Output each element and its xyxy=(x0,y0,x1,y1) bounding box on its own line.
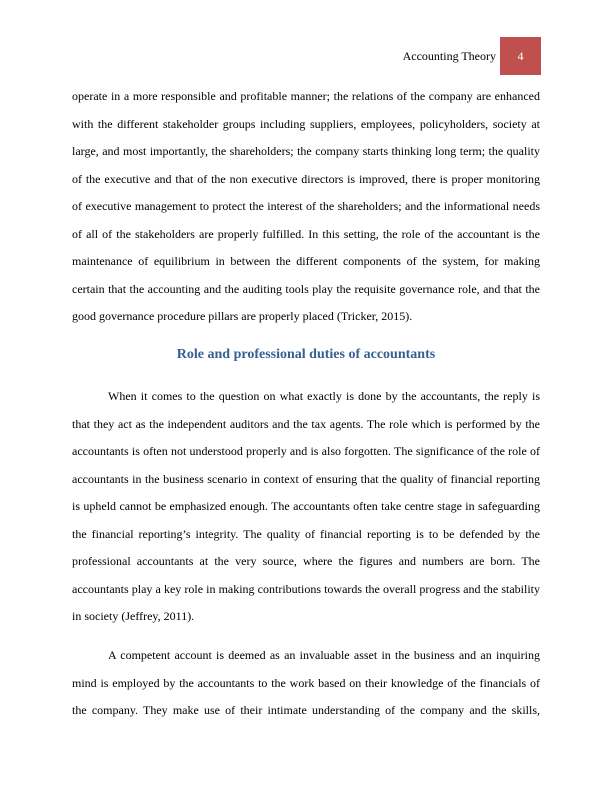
paragraph-2 xyxy=(72,383,540,631)
text-line: operate in a more responsible and profitable manner; the relations of the company are enhanced xyxy=(72,89,540,103)
text-line: accountants in the business scenario in context of ensuring that the quality of financial reporting xyxy=(72,471,540,486)
text-line: of the executive and that of the non executive directors is improved, there is proper monitoring xyxy=(72,171,540,186)
text-line: good governance procedure pillars are properly placed (Tricker, 2015). xyxy=(72,309,413,323)
text-line: accountants is often not understood properly and is also forgotten. The significance of the role of xyxy=(72,444,540,458)
text-line: of executive management to protect the interest of the shareholders; and the informational needs xyxy=(72,199,540,213)
paragraph-1 xyxy=(72,83,540,331)
page-number: 4 xyxy=(517,48,524,63)
text-line: maintenance of equilibrium in between the different components of the system, for making xyxy=(72,254,540,268)
text-line: in society (Jeffrey, 2011). xyxy=(72,609,195,623)
text-line: of all of the stakeholders are properly fulfilled. In this setting, the role of the accountant is the xyxy=(72,226,540,241)
text-line: the financial reporting’s integrity. The quality of financial reporting is to be defended by the xyxy=(72,526,540,541)
text-line: large, and most importantly, the shareholders; the company starts thinking long term; the quality xyxy=(72,144,540,158)
text-line: A competent account is deemed as an invaluable asset in the business and an inquiring xyxy=(108,648,540,662)
text-line: certain that the accounting and the auditing tools play the requisite governance role, and that the xyxy=(72,281,540,296)
text-line: that they act as the independent auditors and the tax agents. The role which is performed by the xyxy=(72,416,540,431)
text-line: When it comes to the question on what exactly is done by the accountants, the reply is xyxy=(108,389,540,403)
text-line: with the different stakeholder groups including suppliers, employees, policyholders, society at xyxy=(72,116,540,131)
text-line: is upheld cannot be emphasized enough. The accountants often take centre stage in safeguarding xyxy=(72,499,540,513)
text-line: professional accountants at the very source, where the figures and numbers are born. The xyxy=(72,554,540,568)
section-heading: Role and professional duties of accountants xyxy=(176,347,436,362)
text-line: mind is employed by the accountants to the work based on their knowledge of the financials of xyxy=(72,675,540,690)
page-number-box xyxy=(500,37,541,75)
paragraph-3 xyxy=(72,642,540,725)
text-line: accountants play a key role in making contributions towards the overall progress and the stability xyxy=(72,581,540,596)
text-line: the company. They make use of their intimate understanding of the company and the skills, xyxy=(72,703,540,717)
running-title: Accounting Theory xyxy=(402,49,496,63)
